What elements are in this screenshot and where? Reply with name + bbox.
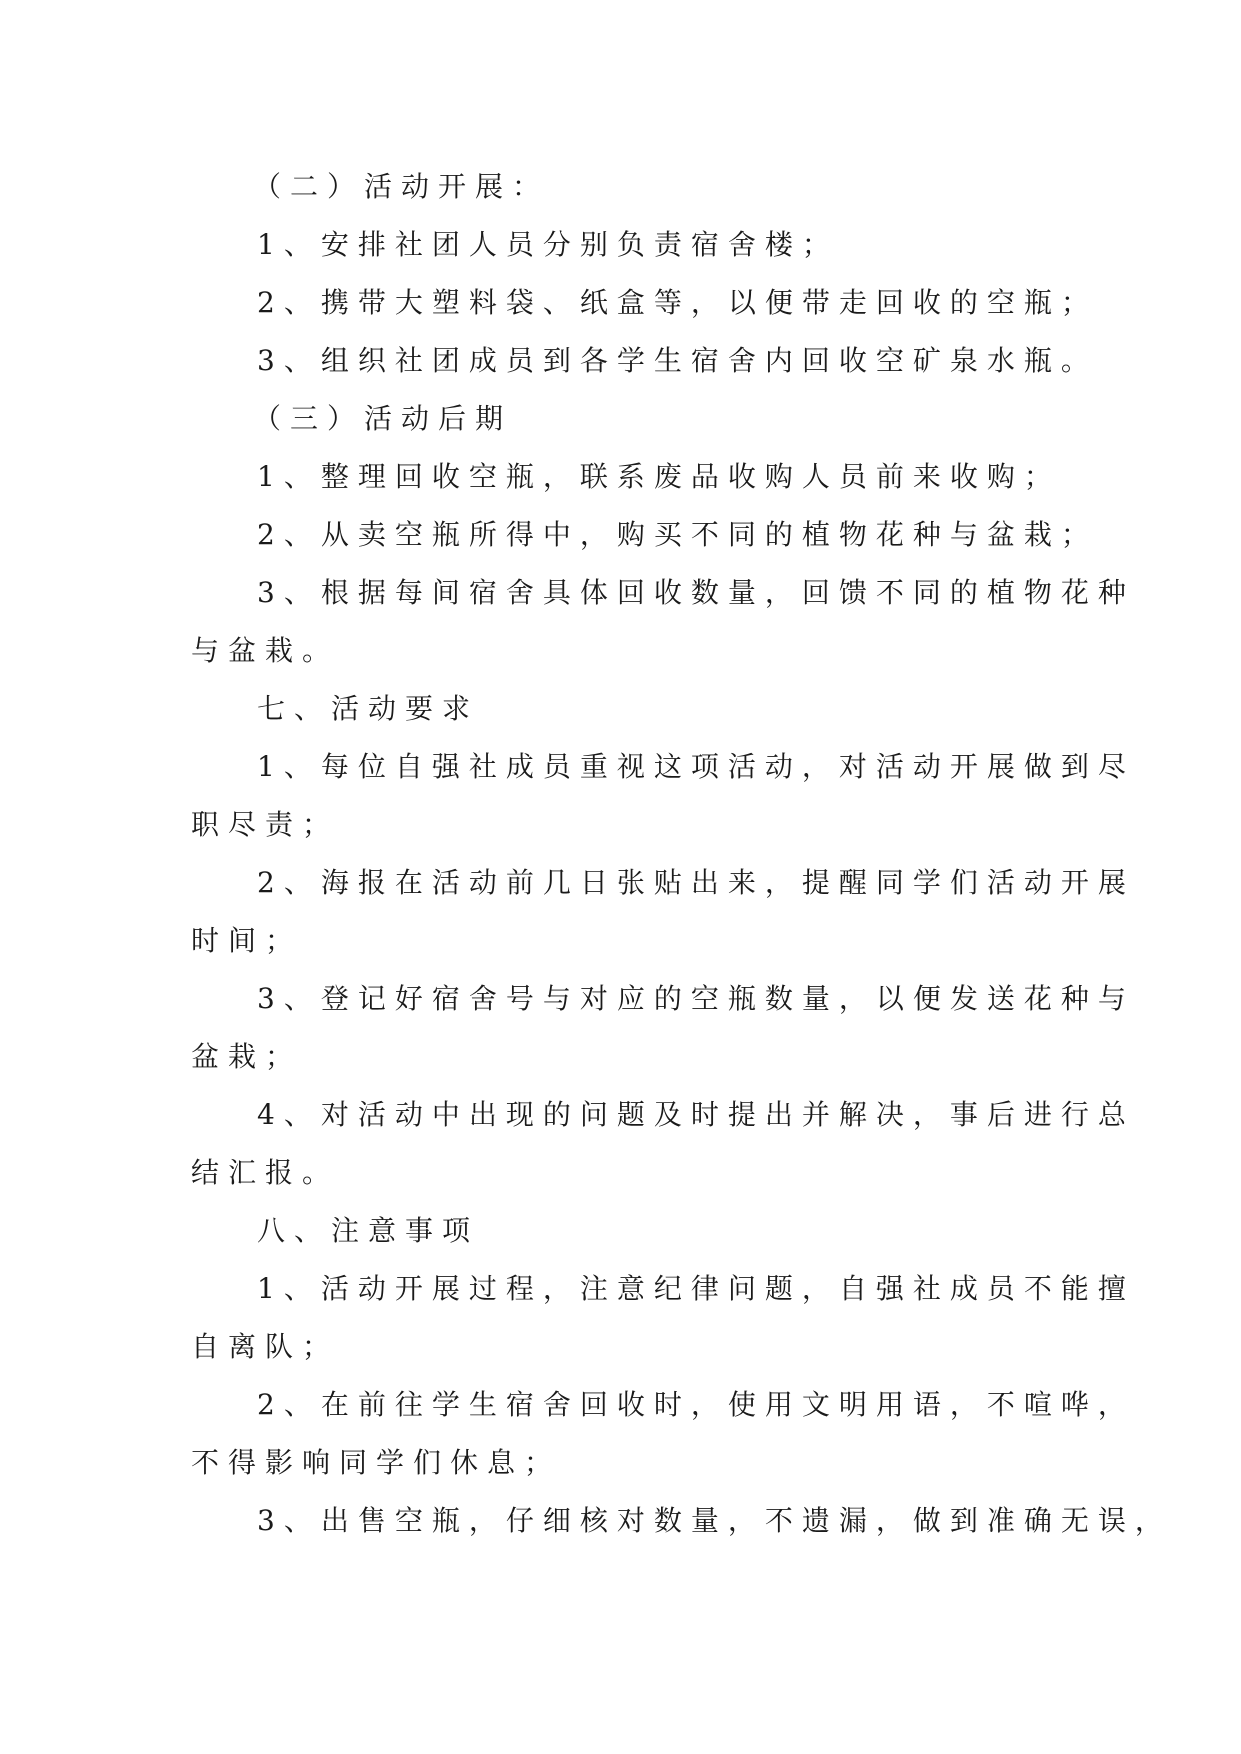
paragraph-line: 3、根据每间宿舍具体回收数量，回馈不同的植物花种 xyxy=(257,576,1135,609)
paragraph-line-continued: 与盆栽。 xyxy=(191,634,340,667)
paragraph-line: 3、出售空瓶，仔细核对数量，不遗漏，做到准确无误， xyxy=(257,1504,1172,1537)
paragraph-line: 2、携带大塑料袋、纸盒等，以便带走回收的空瓶； xyxy=(257,286,1098,319)
document-body xyxy=(191,158,1172,1550)
paragraph-line: 1、安排社团人员分别负责宿舍楼； xyxy=(257,228,839,261)
paragraph-line: 4、对活动中出现的问题及时提出并解决，事后进行总 xyxy=(257,1098,1135,1131)
subheading-activity-execution: （二）活动开展： xyxy=(253,170,550,203)
paragraph-line: 3、登记好宿舍号与对应的空瓶数量，以便发送花种与 xyxy=(257,982,1135,1015)
paragraph-line: 1、整理回收空瓶，联系废品收购人员前来收购； xyxy=(257,460,1061,493)
paragraph-line: 3、组织社团成员到各学生宿舍内回收空矿泉水瓶。 xyxy=(257,344,1098,377)
section-heading-requirements: 七、活动要求 xyxy=(257,692,480,725)
paragraph-line-continued: 自离队； xyxy=(191,1330,340,1363)
paragraph-line-continued: 时间； xyxy=(191,924,303,957)
paragraph-line-continued: 不得影响同学们休息； xyxy=(191,1446,562,1479)
paragraph-line: 2、在前往学生宿舍回收时，使用文明用语，不喧哗， xyxy=(257,1388,1135,1421)
paragraph-line: 2、海报在活动前几日张贴出来，提醒同学们活动开展 xyxy=(257,866,1135,899)
paragraph-line-continued: 职尽责； xyxy=(191,808,340,841)
section-heading-notes: 八、注意事项 xyxy=(257,1214,480,1247)
subheading-activity-later-stage: （三）活动后期 xyxy=(253,402,513,435)
paragraph-line-continued: 盆栽； xyxy=(191,1040,303,1073)
paragraph-line: 1、活动开展过程，注意纪律问题，自强社成员不能擅 xyxy=(257,1272,1135,1305)
paragraph-line: 2、从卖空瓶所得中，购买不同的植物花种与盆栽； xyxy=(257,518,1098,551)
paragraph-line: 1、每位自强社成员重视这项活动，对活动开展做到尽 xyxy=(257,750,1135,783)
paragraph-line-continued: 结汇报。 xyxy=(191,1156,340,1189)
